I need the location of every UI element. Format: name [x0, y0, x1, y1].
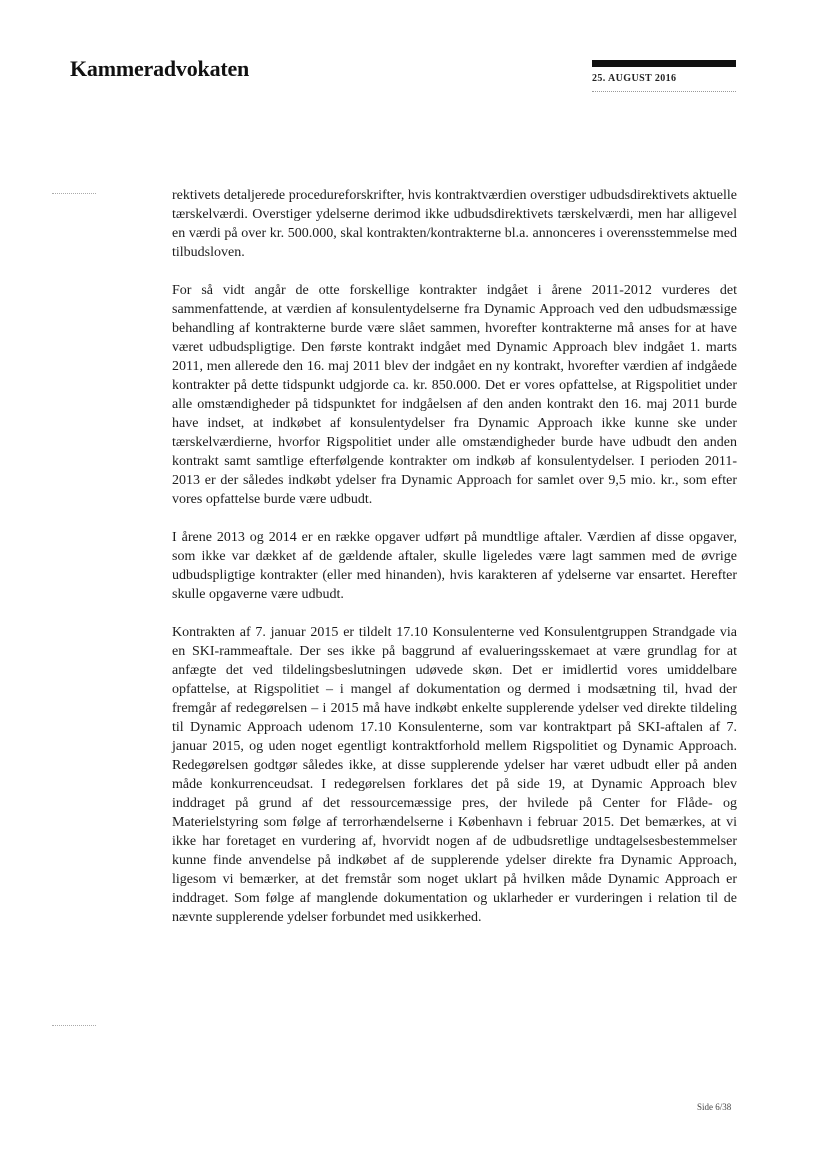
date-divider — [592, 91, 736, 92]
paragraph-3: I årene 2013 og 2014 er en række opgaver udført på mundtlige aftaler. Værdien af disse opgaver, som ikke var dækket af de gældende aftaler, skulle ligeledes være lagt sammen med de øvrige udbudspligtige kontrakter (eller med hinanden), hvis karakteren af ydelserne var ensartet. Herefter skulle opgaverne være udbudt. — [172, 530, 737, 602]
paragraph-2: For så vidt angår de otte forskellige kontrakter indgået i årene 2011-2012 vurderes det sammenfattende, at værdien af konsulentydelserne fra Dynamic Approach ved den udbudsmæssige behandling af kontrakterne burde være slået sammen, hvorefter kontrakterne må anses for at have været udbudspligtige. Den første kontrakt indgået med Dynamic Approach blev indgået 1. marts 2011, men allerede den 16. maj 2011 blev der indgået en ny kontrakt, hvorefter værdien af indgåede kontrakter på dette tidspunkt udgjorde ca. kr. 850.000. Det er vores opfattelse, at Rigspolitiet under alle omstændigheder på tidspunktet for indgåelsen af den anden kontrakt den 16. maj 2011 burde have indset, at indkøbet af konsulentydelser fra Dynamic Approach ikke kunne ske under tærskelværdierne, hvorfor Rigspolitiet under alle omstændigheder burde have udbudt den anden kontrakt samt samtlige efterfølgende kontrakter om indkøb af konsulentydelser. I perioden 2011-2013 er der således indkøbt ydelser fra Dynamic Approach for samlet over 9,5 mio. kr., som efter vores opfattelse burde være udbudt. — [172, 283, 737, 507]
paragraph-1: rektivets detaljerede procedureforskrifter, hvis kontraktværdien overstiger udbudsdirektivets aktuelle tærskelværdi. Overstiger ydelserne derimod ikke udbudsdirektivets tærskelværdi, men har alligevel en værdi på over kr. 500.000, skal kontrakten/kontrakterne bl.a. annonceres i overensstemmelse med tilbudsloven. — [172, 188, 737, 260]
paragraph-4: Kontrakten af 7. januar 2015 er tildelt 17.10 Konsulenterne ved Konsulentgruppen Strandgade via en SKI-rammeaftale. Der ses ikke på baggrund af evalueringsskemaet at være grundlag for at anfægte det ved tildelingsbeslutningen udøvede skøn. Det er imidlertid vores umiddelbare opfattelse, at Rigspolitiet – i mangel af dokumentation og dermed i modsætning til, hvad der fremgår af redegørelsen – i 2015 må have indkøbt enkelte supplerende ydelser ved direkte tildeling til Dynamic Approach udenom 17.10 Konsulenterne, som var kontraktpart på SKI-aftalen af 7. januar 2015, og uden noget egentligt kontraktforhold mellem Rigspolitiet og Dynamic Approach. Redegørelsen godtgør således ikke, at disse supplerende ydelser har været udbudt eller på anden måde konkurrenceudsat. I redegørelsen forklares det på side 19, at Dynamic Approach blev inddraget på grund af det ressourcemæssige pres, der hvilede på Center for Flåde- og Materielstyring som følge af terrorhændelserne i København i februar 2015. Det bemærkes, at vi ikke har foretaget en vurdering af, hvorvidt nogen af de udbudsretlige undtagelsesbestemmelser kunne finde anvendelse på indkøbet af de supplerende ydelser direkte fra Dynamic Approach, ligesom vi bemærker, at det fremstår som noget uklart på hvilken måde Dynamic Approach er inddraget. Som følge af manglende dokumentation og uklarheder er vurderingen i relation til de nævnte supplerende ydelser forbundet med usikkerhed. — [172, 625, 737, 925]
kammeradvokaten-logo: Kammeradvokaten — [70, 56, 250, 81]
page-number: Side 6/38 — [697, 1102, 732, 1112]
document-body — [172, 186, 737, 946]
header-bar — [592, 60, 736, 67]
document-date: 25. AUGUST 2016 — [592, 73, 677, 84]
margin-mark-bottom — [52, 1025, 96, 1026]
margin-mark-top — [52, 193, 96, 194]
